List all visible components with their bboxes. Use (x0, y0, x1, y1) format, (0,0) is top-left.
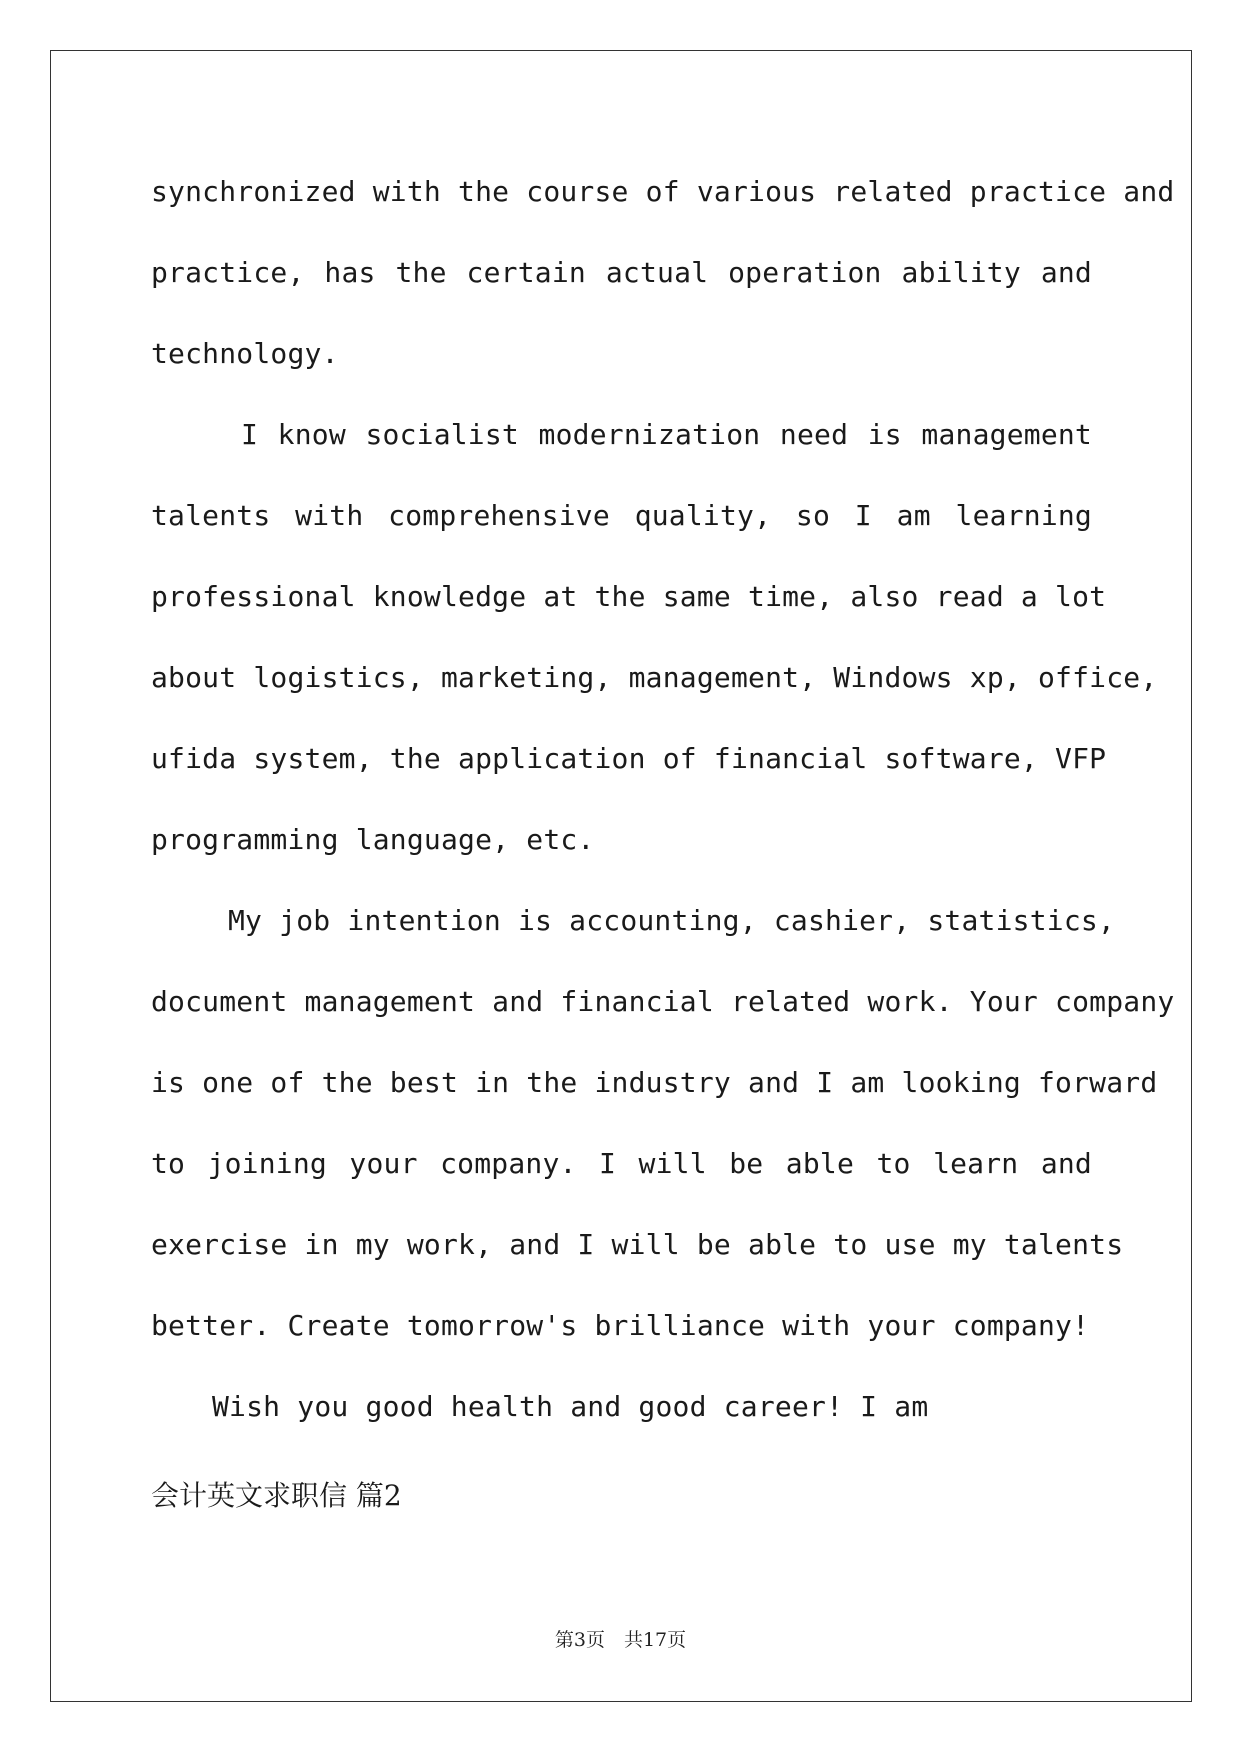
body-line: synchronized with the course of various related practice and (151, 175, 1175, 208)
body-line: better. Create tomorrow's brilliance with your company! (151, 1309, 1090, 1342)
body-line-indented: Wish you good health and good career! I am (212, 1390, 929, 1423)
body-line: to joining your company. I will be able to learn and (151, 1147, 1092, 1180)
body-line: document management and financial related work. Your company (151, 985, 1175, 1018)
body-line-indented: I know socialist modernization need is management (241, 418, 1092, 451)
page-number-footer: 第3页 共17页 (554, 1629, 687, 1651)
body-line: technology. (151, 337, 339, 370)
body-line: professional knowledge at the same time, also read a lot (151, 580, 1107, 613)
body-line-indented: My job intention is accounting, cashier, statistics, (228, 904, 1115, 937)
body-line: about logistics, marketing, management, Windows xp, office, (151, 661, 1158, 694)
body-line: talents with comprehensive quality, so I am learning (151, 499, 1092, 532)
body-line: practice, has the certain actual operation ability and (151, 256, 1092, 289)
section-heading: 会计英文求职信 篇2 (151, 1479, 402, 1512)
body-line: is one of the best in the industry and I am looking forward (151, 1066, 1158, 1099)
body-line: ufida system, the application of financial software, VFP (151, 742, 1107, 775)
page-border (50, 50, 1192, 1702)
body-line: programming language, etc. (151, 823, 595, 856)
body-line: exercise in my work, and I will be able to use my talents (151, 1228, 1124, 1261)
